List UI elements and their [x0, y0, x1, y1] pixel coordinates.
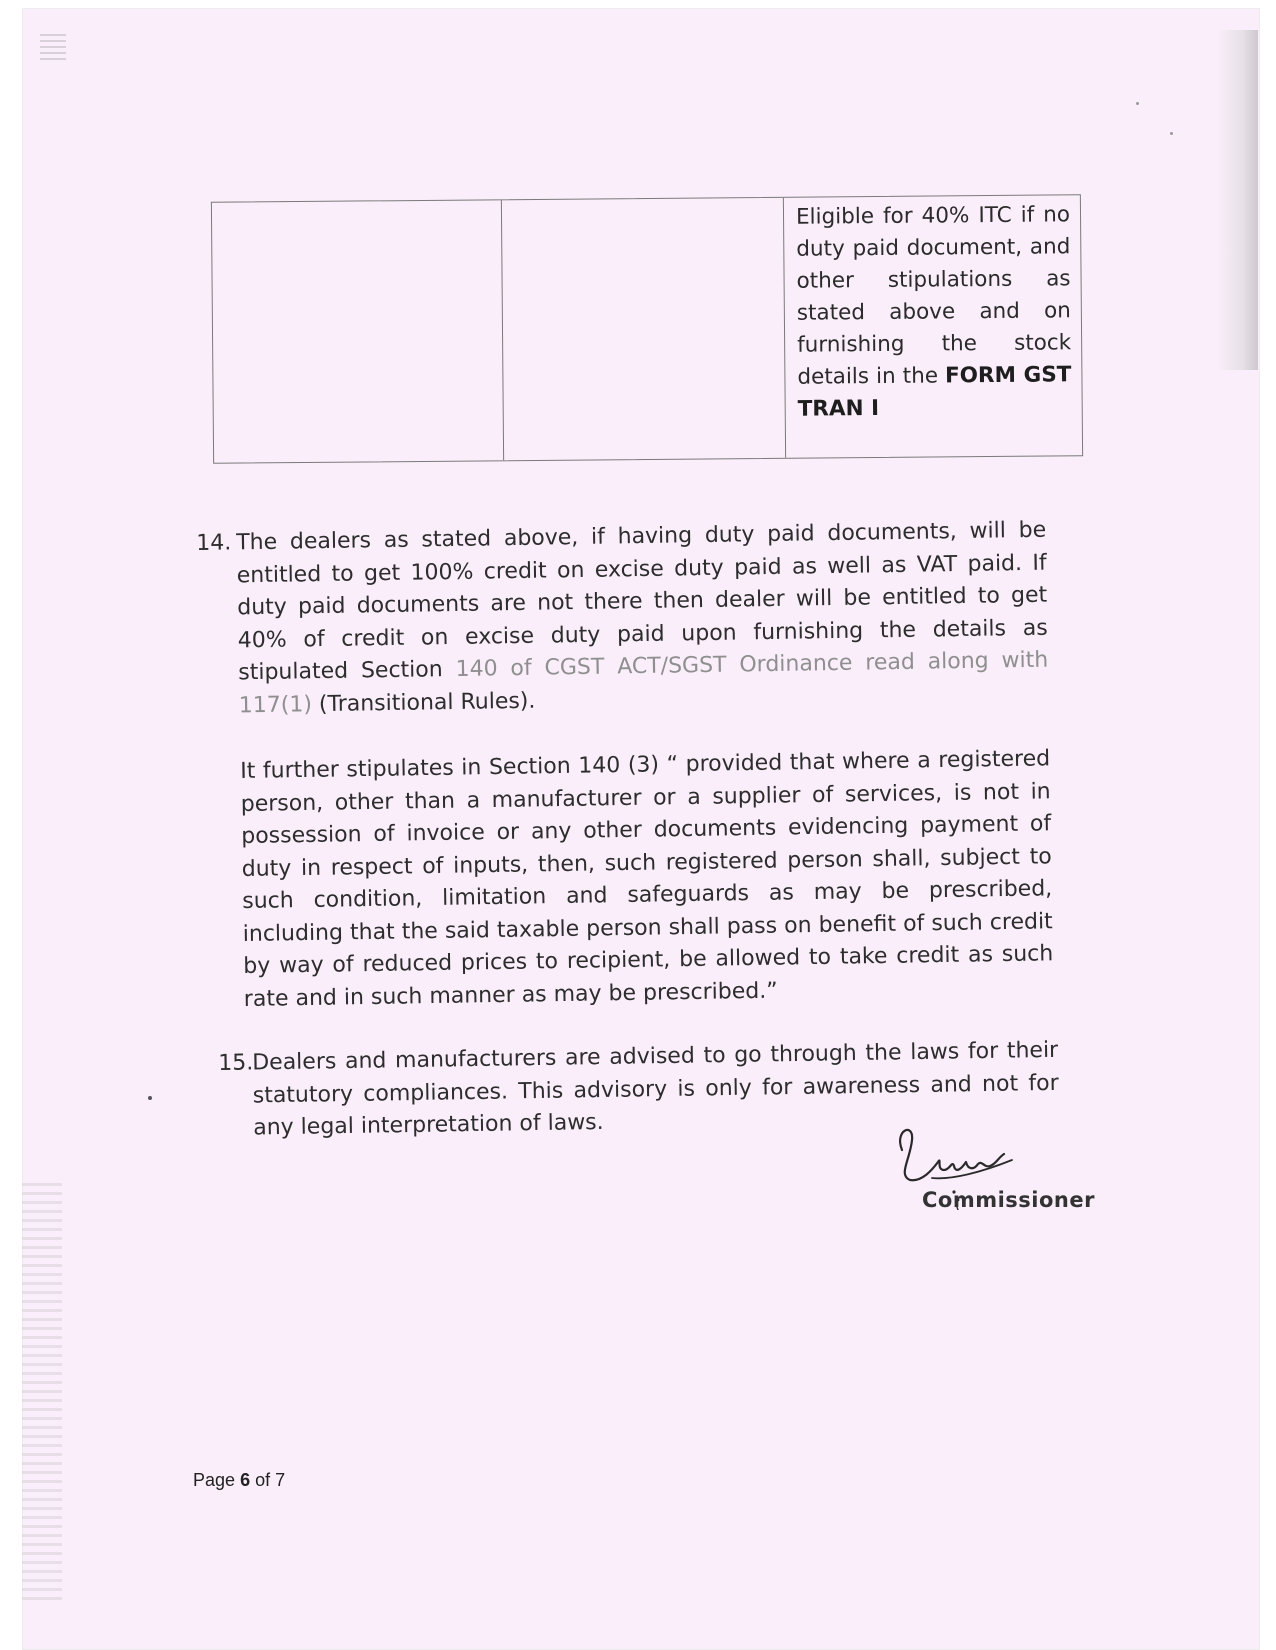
scan-speck [1136, 102, 1139, 105]
scan-speck [148, 1096, 152, 1100]
table-cell-3 [784, 195, 1082, 458]
scan-edge-noise-left [22, 1180, 62, 1600]
section-140-quote [240, 743, 1054, 1016]
scan-edge-shadow-right [1218, 30, 1258, 370]
paragraph-14-body [196, 515, 1049, 723]
table-cell-1 [212, 200, 504, 463]
page-number [193, 1470, 285, 1491]
paragraph-15-text: Dealers and manufacturers are advised to go through the laws for their statutory compliances. This advisory is only for awareness and not for any legal interpretation of laws. [252, 1037, 1059, 1141]
paragraph-14-faint-text: 140 of CGST ACT/SGST Ordinance read along with 117(1) [238, 647, 1049, 718]
table-cell-2 [502, 198, 786, 460]
paragraph-14-number: 14. [196, 530, 232, 556]
page-label: Page [193, 1470, 236, 1490]
page-total: 7 [275, 1470, 286, 1490]
paragraph-14-text: The dealers as stated above, if having duty paid documents, will be entitled to get 100% credit on excise duty paid as well as VAT paid. If duty paid documents are not there then dealer will be entitled to get 40% of credit on excise duty paid upon furnishing the details as stipulated Section [236, 517, 1048, 686]
signatory-title: Commissioner [922, 1188, 1095, 1212]
paragraph-14 [196, 515, 1049, 723]
page-of: of [255, 1470, 271, 1490]
form-gst-tran-label: FORM GST TRAN I [797, 362, 1072, 422]
table-cell-3-text: Eligible for 40% ITC if no duty paid document, and other stipulations as stated above and on furnishing the stock details in the [795, 202, 1072, 390]
paragraph-15-number: 15. [218, 1050, 254, 1076]
page-current: 6 [240, 1470, 251, 1490]
scan-edge-noise-top-left [40, 30, 66, 60]
scan-speck [1170, 132, 1173, 135]
transition-table [211, 194, 1083, 464]
paragraph-14-end-text: (Transitional Rules). [318, 688, 536, 717]
section-140-quote-text: It further stipulates in Section 140 (3) “ provided that where a registered person, other than a manufacturer or a supplier of services, is not in possession of invoice or any other documents evidencing payment of duty in respect of inputs, then, such registered person shall, subject to such condition, limitation and safeguards as may be prescribed, including that the said taxable person shall pass on benefit of such credit by way of reduced prices to recipient, be allowed to take credit as such rate and in such manner as may be prescribed.” [240, 746, 1054, 1012]
